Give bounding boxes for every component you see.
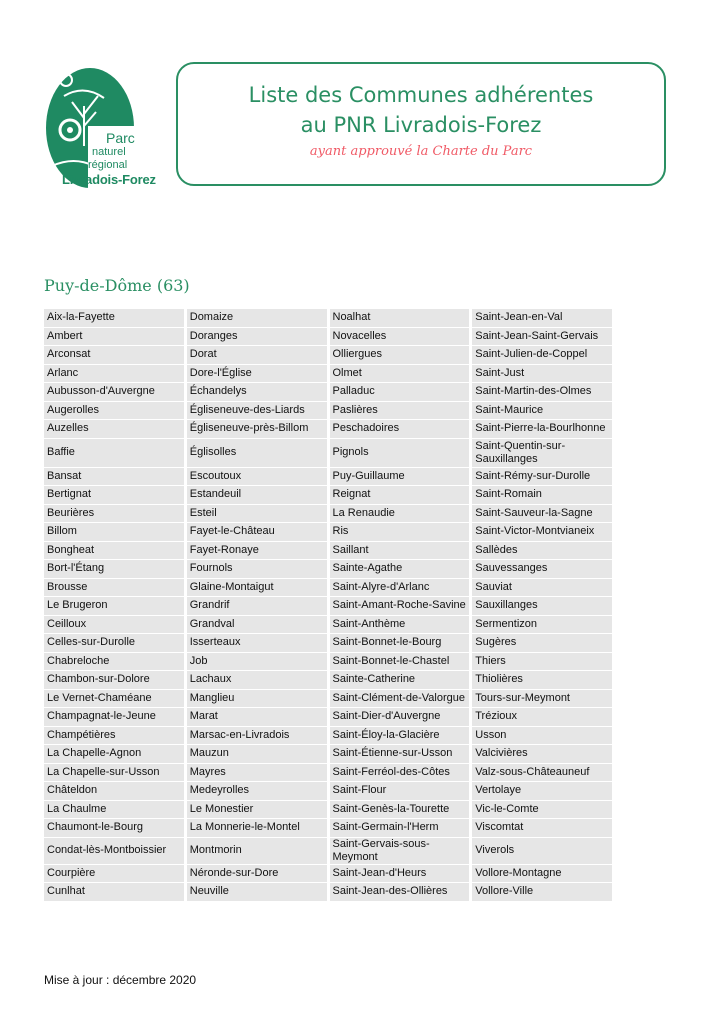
commune-cell: Sallèdes (472, 542, 612, 560)
logo-line-parc: Parc (106, 130, 135, 146)
commune-cell: Saint-Jean-Saint-Gervais (472, 328, 612, 346)
commune-cell: Saint-Sauveur-la-Sagne (472, 505, 612, 523)
page-subtitle: ayant approuvé la Charte du Parc (309, 144, 533, 159)
page-title-line-1: Liste des Communes adhérentes (248, 83, 594, 107)
table-row (44, 819, 612, 837)
commune-cell: Égliseneuve-près-Billom (187, 420, 327, 438)
commune-cell: Montmorin (187, 838, 327, 864)
table-row (44, 505, 612, 523)
commune-cell: Saint-Germain-l'Herm (330, 819, 470, 837)
commune-cell: Palladuc (330, 383, 470, 401)
commune-cell: Saint-Quentin-sur-Sauxillanges (472, 439, 612, 467)
commune-cell: Saint-Victor-Montvianeix (472, 523, 612, 541)
commune-cell: Reignat (330, 486, 470, 504)
commune-cell: Saint-Jean-d'Heurs (330, 865, 470, 883)
commune-cell: Doranges (187, 328, 327, 346)
commune-cell: Vic-le-Comte (472, 801, 612, 819)
table-row (44, 745, 612, 763)
commune-cell: Chambon-sur-Dolore (44, 671, 184, 689)
commune-cell: Saint-Bonnet-le-Chastel (330, 653, 470, 671)
table-row (44, 328, 612, 346)
logo-line-naturel: naturel (92, 146, 126, 158)
commune-cell: Thiers (472, 653, 612, 671)
commune-cell: Saint-Martin-des-Olmes (472, 383, 612, 401)
commune-cell: Ris (330, 523, 470, 541)
commune-cell: Dore-l'Église (187, 365, 327, 383)
commune-cell: Églisolles (187, 439, 327, 467)
table-row (44, 486, 612, 504)
table-row (44, 383, 612, 401)
commune-cell: Puy-Guillaume (330, 468, 470, 486)
table-row (44, 865, 612, 883)
commune-cell: Vollore-Ville (472, 883, 612, 901)
commune-cell: Le Brugeron (44, 597, 184, 615)
commune-cell: Lachaux (187, 671, 327, 689)
commune-cell: Job (187, 653, 327, 671)
table-row (44, 560, 612, 578)
commune-cell: Tours-sur-Meymont (472, 690, 612, 708)
commune-cell: Novacelles (330, 328, 470, 346)
table-row (44, 579, 612, 597)
commune-cell: Vertolaye (472, 782, 612, 800)
commune-cell: Dorat (187, 346, 327, 364)
commune-cell: Cunlhat (44, 883, 184, 901)
commune-cell: Bertignat (44, 486, 184, 504)
commune-cell: Arconsat (44, 346, 184, 364)
table-row (44, 653, 612, 671)
commune-cell: Valcivières (472, 745, 612, 763)
table-row (44, 708, 612, 726)
commune-cell: Saint-Maurice (472, 402, 612, 420)
commune-cell: Sauxillanges (472, 597, 612, 615)
commune-cell: Domaize (187, 309, 327, 327)
commune-cell: Neuville (187, 883, 327, 901)
commune-cell: Pignols (330, 439, 470, 467)
commune-cell: Égliseneuve-des-Liards (187, 402, 327, 420)
table-row (44, 523, 612, 541)
commune-cell: Vollore-Montagne (472, 865, 612, 883)
commune-cell: Sauvessanges (472, 560, 612, 578)
commune-cell: Aubusson-d'Auvergne (44, 383, 184, 401)
commune-cell: Paslières (330, 402, 470, 420)
park-logo (44, 66, 156, 192)
commune-cell: Saint-Jean-en-Val (472, 309, 612, 327)
commune-cell: Saint-Romain (472, 486, 612, 504)
commune-cell: Saillant (330, 542, 470, 560)
table-row (44, 801, 612, 819)
commune-cell: Olmet (330, 365, 470, 383)
commune-cell: Baffie (44, 439, 184, 467)
commune-cell: Champétières (44, 727, 184, 745)
commune-cell: Saint-Clément-de-Valorgue (330, 690, 470, 708)
commune-cell: Saint-Flour (330, 782, 470, 800)
table-row (44, 671, 612, 689)
commune-cell: Saint-Éloy-la-Glacière (330, 727, 470, 745)
table-row (44, 727, 612, 745)
table-row (44, 346, 612, 364)
commune-cell: Usson (472, 727, 612, 745)
commune-cell: Marsac-en-Livradois (187, 727, 327, 745)
commune-cell: La Renaudie (330, 505, 470, 523)
commune-cell: Néronde-sur-Dore (187, 865, 327, 883)
commune-cell: Bansat (44, 468, 184, 486)
commune-cell: La Chaulme (44, 801, 184, 819)
table-row (44, 309, 612, 327)
commune-cell: Saint-Étienne-sur-Usson (330, 745, 470, 763)
commune-cell: Saint-Julien-de-Coppel (472, 346, 612, 364)
table-row (44, 838, 612, 864)
commune-cell: Courpière (44, 865, 184, 883)
commune-cell: Sainte-Agathe (330, 560, 470, 578)
table-row (44, 542, 612, 560)
commune-cell: Billom (44, 523, 184, 541)
commune-cell: Échandelys (187, 383, 327, 401)
commune-cell: Sugères (472, 634, 612, 652)
commune-cell: Escoutoux (187, 468, 327, 486)
commune-cell: Saint-Pierre-la-Bourlhonne (472, 420, 612, 438)
commune-cell: Saint-Amant-Roche-Savine (330, 597, 470, 615)
commune-cell: Bongheat (44, 542, 184, 560)
commune-cell: Viscomtat (472, 819, 612, 837)
commune-cell: Champagnat-le-Jeune (44, 708, 184, 726)
commune-cell: Arlanc (44, 365, 184, 383)
table-row (44, 883, 612, 901)
commune-cell: Saint-Genès-la-Tourette (330, 801, 470, 819)
commune-cell: Thiolières (472, 671, 612, 689)
commune-cell: Beurières (44, 505, 184, 523)
commune-cell: Saint-Dier-d'Auvergne (330, 708, 470, 726)
commune-cell: Estandeuil (187, 486, 327, 504)
commune-cell: Medeyrolles (187, 782, 327, 800)
commune-cell: Châteldon (44, 782, 184, 800)
table-row (44, 634, 612, 652)
commune-cell: Bort-l'Étang (44, 560, 184, 578)
commune-cell: Brousse (44, 579, 184, 597)
commune-cell: Ambert (44, 328, 184, 346)
table-row (44, 616, 612, 634)
commune-cell: Fayet-le-Château (187, 523, 327, 541)
commune-cell: Le Vernet-Chaméane (44, 690, 184, 708)
table-row (44, 365, 612, 383)
table-row (44, 782, 612, 800)
commune-cell: Chabreloche (44, 653, 184, 671)
commune-cell: Olliergues (330, 346, 470, 364)
commune-cell: Sainte-Catherine (330, 671, 470, 689)
commune-cell: Chaumont-le-Bourg (44, 819, 184, 837)
communes-table-body (44, 309, 612, 901)
commune-cell: Manglieu (187, 690, 327, 708)
section-title: Puy-de-Dôme (63) (44, 276, 190, 295)
commune-cell: Esteil (187, 505, 327, 523)
commune-cell: Saint-Gervais-sous-Meymont (330, 838, 470, 864)
commune-cell: La Monnerie-le-Montel (187, 819, 327, 837)
commune-cell: La Chapelle-sur-Usson (44, 764, 184, 782)
commune-cell: Viverols (472, 838, 612, 864)
title-box (176, 62, 666, 186)
logo-line-livradois-forez: Livradois-Forez (62, 172, 156, 187)
commune-cell: Saint-Rémy-sur-Durolle (472, 468, 612, 486)
commune-cell: Grandrif (187, 597, 327, 615)
commune-cell: Auzelles (44, 420, 184, 438)
commune-cell: Noalhat (330, 309, 470, 327)
table-row (44, 439, 612, 467)
commune-cell: Mauzun (187, 745, 327, 763)
table-row (44, 764, 612, 782)
table-row (44, 468, 612, 486)
commune-cell: Peschadoires (330, 420, 470, 438)
commune-cell: Glaine-Montaigut (187, 579, 327, 597)
commune-cell: Saint-Just (472, 365, 612, 383)
commune-cell: Valz-sous-Châteauneuf (472, 764, 612, 782)
commune-cell: Grandval (187, 616, 327, 634)
table-row (44, 420, 612, 438)
commune-cell: Trézioux (472, 708, 612, 726)
commune-cell: Saint-Bonnet-le-Bourg (330, 634, 470, 652)
commune-cell: Sermentizon (472, 616, 612, 634)
commune-cell: Marat (187, 708, 327, 726)
logo-line-regional: régional (88, 159, 128, 171)
commune-cell: Ceilloux (44, 616, 184, 634)
commune-cell: Sauviat (472, 579, 612, 597)
commune-cell: Le Monestier (187, 801, 327, 819)
update-date: Mise à jour : décembre 2020 (44, 973, 197, 987)
page-title-line-2: au PNR Livradois-Forez (300, 113, 542, 137)
commune-cell: Celles-sur-Durolle (44, 634, 184, 652)
commune-cell: Augerolles (44, 402, 184, 420)
commune-cell: Saint-Anthème (330, 616, 470, 634)
commune-cell: La Chapelle-Agnon (44, 745, 184, 763)
commune-cell: Aix-la-Fayette (44, 309, 184, 327)
commune-cell: Saint-Jean-des-Ollières (330, 883, 470, 901)
commune-cell: Condat-lès-Montboissier (44, 838, 184, 864)
table-row (44, 690, 612, 708)
table-row (44, 597, 612, 615)
commune-cell: Saint-Alyre-d'Arlanc (330, 579, 470, 597)
commune-cell: Fayet-Ronaye (187, 542, 327, 560)
communes-table (41, 308, 615, 902)
commune-cell: Isserteaux (187, 634, 327, 652)
commune-cell: Mayres (187, 764, 327, 782)
commune-cell: Saint-Ferréol-des-Côtes (330, 764, 470, 782)
table-row (44, 402, 612, 420)
commune-cell: Fournols (187, 560, 327, 578)
